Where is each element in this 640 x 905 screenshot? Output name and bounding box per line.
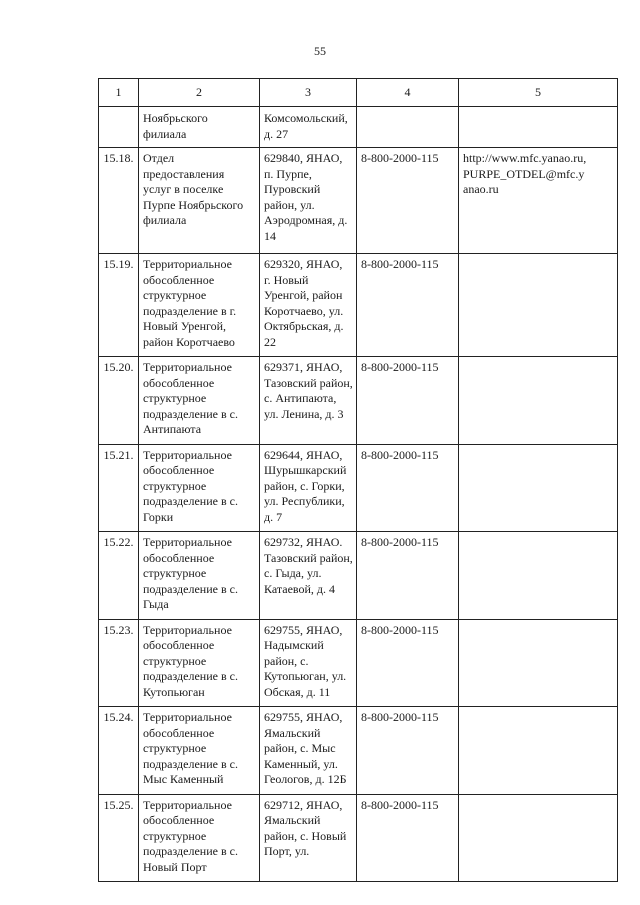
office-name-line: Территориальное [143, 797, 232, 812]
address-line: Октябрьская, д. [264, 319, 344, 333]
address-line: 629755, ЯНАО, [264, 622, 343, 637]
phone-cell: 8-800-2000-115 [357, 357, 459, 445]
office-name-cell [139, 357, 260, 445]
address-line: Уренгой, район [264, 288, 343, 302]
continuation-address-cell [260, 107, 357, 148]
website-email-cell [459, 357, 618, 445]
office-name-line: Новый Порт [143, 859, 207, 874]
office-name-line: Территориальное [143, 360, 232, 374]
office-name-line: Новый Уренгой, [143, 319, 227, 333]
office-name-line: подразделение в с. [143, 406, 238, 421]
table-row [99, 444, 618, 532]
address-line: д. 7 [264, 509, 283, 524]
office-name-line: структурное [143, 653, 207, 668]
continuation-phone-cell [357, 107, 459, 148]
office-name-line: обособленное [143, 550, 215, 565]
address-line: район, с. Горки, [264, 478, 345, 493]
address-line: район, ул. [264, 197, 315, 212]
address-line: 629755, ЯНАО, [264, 710, 343, 724]
office-name-line: обособленное [143, 725, 215, 740]
continuation-name-cell [139, 107, 260, 148]
phone-cell: 8-800-2000-115 [357, 794, 459, 882]
website-email-cell [459, 532, 618, 620]
table-row [99, 254, 618, 357]
address-cell [260, 707, 357, 795]
phone-cell: 8-800-2000-115 [357, 707, 459, 795]
address-line: ул. Ленина, д. 3 [264, 406, 344, 421]
address-line: с. Антипаюта, [264, 391, 337, 405]
website-email-line: PURPE_OTDEL@mfc.y [463, 166, 585, 181]
address-line: п. Пурпе, [264, 166, 312, 181]
office-name-cell [139, 794, 260, 882]
address-line: г. Новый [264, 272, 309, 287]
website-email-line: anao.ru [463, 182, 499, 196]
continuation-address-line: д. 27 [264, 126, 289, 141]
page-number: 55 [314, 44, 326, 58]
office-name-line: подразделение в с. [143, 494, 238, 508]
office-name-line: Мыс Каменный [143, 772, 224, 786]
address-cell [260, 357, 357, 445]
address-line: 629644, ЯНАО, [264, 447, 343, 462]
website-email-cell [459, 794, 618, 882]
address-line: ул. Республики, [264, 494, 345, 508]
office-name-line: предоставления [143, 166, 225, 181]
column-header-3: 3 [260, 79, 357, 107]
row-number-cell: 15.21. [99, 444, 139, 532]
office-name-line: подразделение в с. [143, 581, 238, 596]
office-name-line: обособленное [143, 272, 215, 287]
office-name-line: Территориальное [143, 710, 232, 724]
office-name-line: Антипаюта [143, 422, 202, 436]
continuation-address-line: Комсомольский, [264, 111, 348, 125]
office-name-line: подразделение в с. [143, 756, 238, 771]
phone-cell: 8-800-2000-115 [357, 532, 459, 620]
phone-cell: 8-800-2000-115 [357, 444, 459, 532]
address-line: Обская, д. 11 [264, 684, 331, 699]
address-line: Ямальский [264, 813, 321, 827]
address-cell [260, 532, 357, 620]
office-name-line: структурное [143, 566, 207, 580]
office-name-line: обособленное [143, 375, 215, 390]
continuation-name-line: филиала [143, 126, 187, 141]
office-name-cell [139, 707, 260, 795]
address-line: 629732, ЯНАО. [264, 535, 343, 549]
address-line: Порт, ул. [264, 844, 310, 858]
address-cell [260, 444, 357, 532]
address-line: Геологов, д. 12Б [264, 772, 347, 786]
address-line: 629840, ЯНАО, [264, 151, 343, 165]
address-line: Шурышкарский [264, 463, 347, 477]
address-line: с. Гыда, ул. [264, 566, 322, 580]
address-cell [260, 619, 357, 707]
office-name-line: Отдел [143, 151, 175, 165]
office-name-line: услуг в поселке [143, 182, 224, 196]
phone-cell: 8-800-2000-115 [357, 254, 459, 357]
office-name-line: подразделение в с. [143, 844, 238, 858]
address-line: Аэродромная, д. [264, 213, 348, 227]
row-number-cell: 15.19. [99, 254, 139, 357]
address-line: Тазовский район, [264, 550, 353, 565]
website-email-line: http://www.mfc.yanao.ru, [463, 151, 587, 165]
address-line: Катаевой, д. 4 [264, 581, 336, 596]
office-name-line: структурное [143, 478, 207, 493]
column-header-2: 2 [139, 79, 260, 107]
phone-cell: 8-800-2000-115 [357, 619, 459, 707]
website-email-cell [459, 148, 618, 254]
address-line: Надымский [264, 638, 324, 652]
column-header-4: 4 [357, 79, 459, 107]
column-header-5: 5 [459, 79, 618, 107]
office-name-line: структурное [143, 288, 207, 302]
address-line: район, с. Новый [264, 828, 347, 843]
row-number-cell: 15.24. [99, 707, 139, 795]
row-number-cell: 15.22. [99, 532, 139, 620]
website-email-cell [459, 619, 618, 707]
website-email-cell [459, 444, 618, 532]
table-row [99, 357, 618, 445]
address-line: район, с. Мыс [264, 741, 336, 755]
office-name-line: структурное [143, 391, 207, 405]
row-number-cell: 15.18. [99, 148, 139, 254]
continuation-num-cell [99, 107, 139, 148]
office-name-line: Территориальное [143, 622, 232, 637]
table-row [99, 148, 618, 254]
office-name-cell [139, 254, 260, 357]
table-row [99, 794, 618, 882]
office-name-line: подразделение в с. [143, 669, 238, 683]
column-header-1: 1 [99, 79, 139, 107]
office-name-line: район Коротчаево [143, 334, 235, 349]
table-row [99, 532, 618, 620]
address-line: Пуровский [264, 182, 321, 196]
office-name-line: структурное [143, 828, 207, 843]
continuation-row [99, 107, 618, 148]
branches-table [98, 78, 618, 882]
office-name-line: Территориальное [143, 257, 232, 271]
office-name-cell [139, 148, 260, 254]
row-number-cell: 15.20. [99, 357, 139, 445]
table-row [99, 619, 618, 707]
address-cell [260, 794, 357, 882]
address-line: 629371, ЯНАО, [264, 360, 343, 374]
address-line: Каменный, ул. [264, 756, 338, 771]
header-row [99, 79, 618, 107]
address-line: 629320, ЯНАО, [264, 257, 343, 271]
website-email-cell [459, 254, 618, 357]
row-number-cell: 15.25. [99, 794, 139, 882]
address-line: 629712, ЯНАО, [264, 797, 343, 812]
office-name-cell [139, 619, 260, 707]
office-name-line: Территориальное [143, 535, 232, 549]
office-name-line: обособленное [143, 813, 215, 827]
table-row [99, 707, 618, 795]
office-name-line: Гыда [143, 597, 169, 611]
row-number-cell: 15.23. [99, 619, 139, 707]
website-email-cell [459, 707, 618, 795]
address-line: 22 [264, 334, 276, 349]
address-cell [260, 148, 357, 254]
office-name-cell [139, 532, 260, 620]
address-line: 14 [264, 228, 276, 243]
office-name-cell [139, 444, 260, 532]
office-name-line: Территориальное [143, 447, 232, 462]
phone-cell: 8-800-2000-115 [357, 148, 459, 254]
office-name-line: Кутопьюган [143, 684, 205, 699]
office-name-line: обособленное [143, 463, 215, 477]
continuation-name-line: Ноябрьского [143, 111, 208, 125]
office-name-line: Горки [143, 509, 174, 524]
office-name-line: Пурпе Ноябрьского [143, 197, 244, 212]
address-line: район, с. [264, 653, 309, 668]
office-name-line: филиала [143, 213, 187, 227]
address-line: Ямальский [264, 725, 321, 740]
office-name-line: обособленное [143, 638, 215, 652]
office-name-line: структурное [143, 741, 207, 755]
continuation-web-cell [459, 107, 618, 148]
address-line: Тазовский район, [264, 375, 353, 390]
address-cell [260, 254, 357, 357]
address-line: Коротчаево, ул. [264, 303, 344, 318]
address-line: Кутопьюган, ул. [264, 669, 347, 683]
office-name-line: подразделение в г. [143, 303, 237, 318]
